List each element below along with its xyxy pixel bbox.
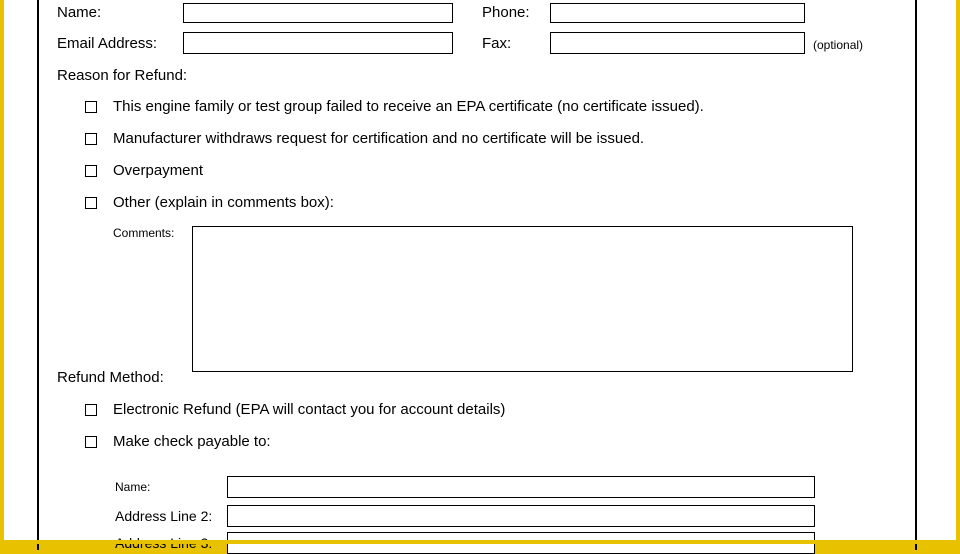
refund-electronic-checkbox[interactable] (85, 404, 97, 416)
reason-heading: Reason for Refund: (57, 67, 188, 84)
payee-name-field[interactable] (227, 476, 815, 498)
email-field[interactable] (183, 32, 453, 54)
fax-label: Fax: (482, 35, 512, 52)
reason-no-certificate-checkbox[interactable] (85, 101, 97, 113)
comments-label: Comments: (113, 226, 175, 240)
refund-check-label: Make check payable to: (113, 433, 271, 450)
fax-optional-note: (optional) (813, 38, 864, 52)
phone-label: Phone: (482, 4, 530, 21)
comments-textarea[interactable] (192, 226, 853, 372)
reason-overpayment-checkbox[interactable] (85, 165, 97, 177)
reason-other-checkbox[interactable] (85, 197, 97, 209)
reason-no-certificate-label: This engine family or test group failed to receive an EPA certificate (no certificate issued). (113, 98, 704, 115)
reason-overpayment-label: Overpayment (113, 162, 204, 179)
reason-other-label: Other (explain in comments box): (113, 194, 334, 211)
bottom-frame-edge (0, 540, 960, 544)
address-line2-field[interactable] (227, 505, 815, 527)
name-label: Name: (57, 4, 102, 21)
address-line2-label: Address Line 2: (115, 508, 213, 524)
reason-withdraws-checkbox[interactable] (85, 133, 97, 145)
reason-withdraws-label: Manufacturer withdraws request for certification and no certificate will be issued. (113, 130, 645, 147)
phone-field[interactable] (550, 3, 805, 23)
payee-name-label: Name: (115, 480, 151, 494)
refund-electronic-label: Electronic Refund (EPA will contact you for account details) (113, 401, 506, 418)
fax-field[interactable] (550, 32, 805, 54)
name-field[interactable] (183, 3, 453, 23)
refund-method-heading: Refund Method: (57, 369, 164, 386)
refund-check-checkbox[interactable] (85, 436, 97, 448)
email-label: Email Address: (57, 35, 158, 52)
